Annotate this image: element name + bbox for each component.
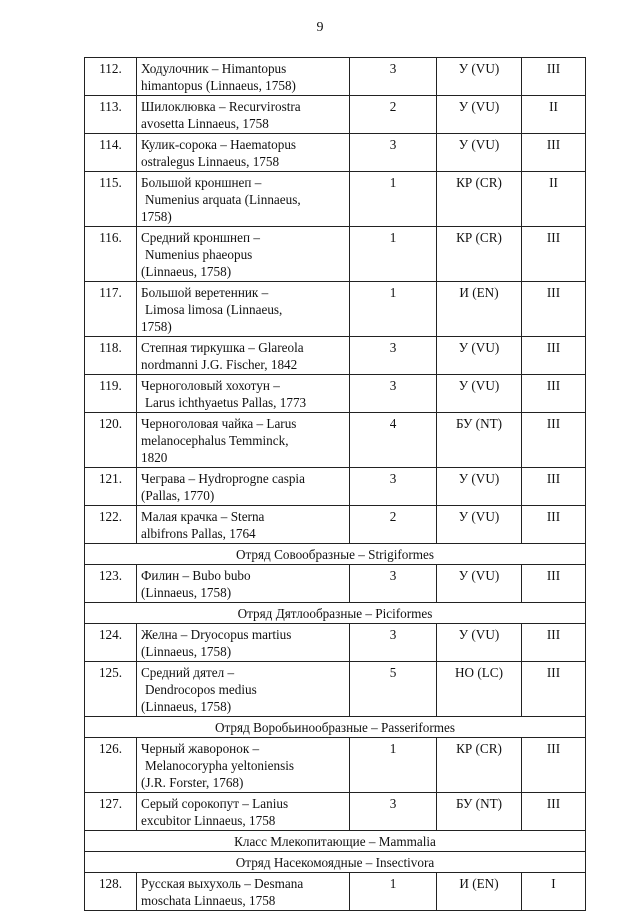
- species-row: [85, 58, 586, 96]
- species-name-line: Черноголовая чайка – Larus: [141, 416, 297, 431]
- conservation-status: У (VU): [437, 624, 522, 662]
- row-number: 119.: [85, 375, 137, 413]
- section-header: Отряд Совообразные – Strigiformes: [85, 544, 586, 565]
- species-row: [85, 413, 586, 468]
- species-name-line: Филин – Bubo bubo: [141, 568, 251, 583]
- species-name: [137, 282, 350, 337]
- species-name-line: (Linnaeus, 1758): [141, 585, 232, 600]
- species-row: [85, 624, 586, 662]
- rarity-category: 3: [350, 134, 437, 172]
- species-name-line: Желна – Dryocopus martius: [141, 627, 292, 642]
- priority-level: III: [522, 227, 586, 282]
- priority-level: III: [522, 337, 586, 375]
- priority-level: III: [522, 565, 586, 603]
- species-name-line: Малая крачка – Sterna: [141, 509, 265, 524]
- species-name-line: Larus ichthyaetus Pallas, 1773: [145, 395, 307, 410]
- priority-level: III: [522, 413, 586, 468]
- species-name-line: Dendrocopos medius: [145, 682, 257, 697]
- species-name: [137, 172, 350, 227]
- priority-level: III: [522, 282, 586, 337]
- conservation-status: У (VU): [437, 375, 522, 413]
- priority-level: III: [522, 738, 586, 793]
- section-header-row: [85, 603, 586, 624]
- section-header-row: [85, 852, 586, 873]
- row-number: 113.: [85, 96, 137, 134]
- species-name: [137, 227, 350, 282]
- conservation-status: И (EN): [437, 282, 522, 337]
- species-name: [137, 793, 350, 831]
- row-number: 112.: [85, 58, 137, 96]
- species-name-line: Чеграва – Hydroprogne caspia: [141, 471, 305, 486]
- priority-level: III: [522, 793, 586, 831]
- rarity-category: 3: [350, 375, 437, 413]
- rarity-category: 1: [350, 227, 437, 282]
- section-header-row: [85, 831, 586, 852]
- species-name-line: Ходулочник – Himantopus: [141, 61, 287, 76]
- species-table: [84, 57, 586, 911]
- rarity-category: 3: [350, 793, 437, 831]
- row-number: 121.: [85, 468, 137, 506]
- row-number: 122.: [85, 506, 137, 544]
- species-name-line: melanocephalus Temminck,: [141, 433, 289, 448]
- species-row: [85, 227, 586, 282]
- row-number: 125.: [85, 662, 137, 717]
- section-header-row: [85, 717, 586, 738]
- species-row: [85, 793, 586, 831]
- species-name: [137, 468, 350, 506]
- species-name: [137, 506, 350, 544]
- species-row: [85, 506, 586, 544]
- species-name-line: moschata Linnaeus, 1758: [141, 893, 276, 908]
- conservation-status: КР (CR): [437, 227, 522, 282]
- species-name: [137, 624, 350, 662]
- conservation-status: У (VU): [437, 134, 522, 172]
- rarity-category: 4: [350, 413, 437, 468]
- rarity-category: 2: [350, 506, 437, 544]
- priority-level: II: [522, 96, 586, 134]
- species-name-line: Степная тиркушка – Glareola: [141, 340, 304, 355]
- priority-level: III: [522, 624, 586, 662]
- species-name: [137, 58, 350, 96]
- row-number: 117.: [85, 282, 137, 337]
- rarity-category: 3: [350, 624, 437, 662]
- rarity-category: 1: [350, 738, 437, 793]
- priority-level: III: [522, 134, 586, 172]
- species-name-line: Numenius phaeopus: [145, 247, 253, 262]
- species-name-line: Средний кроншнеп –: [141, 230, 260, 245]
- row-number: 123.: [85, 565, 137, 603]
- species-name: [137, 565, 350, 603]
- species-row: [85, 337, 586, 375]
- species-name: [137, 662, 350, 717]
- species-name-line: Numenius arquata (Linnaeus,: [145, 192, 301, 207]
- row-number: 124.: [85, 624, 137, 662]
- species-name-line: 1758): [141, 209, 172, 224]
- row-number: 128.: [85, 873, 137, 911]
- conservation-status: У (VU): [437, 96, 522, 134]
- species-row: [85, 282, 586, 337]
- species-name-line: (J.R. Forster, 1768): [141, 775, 244, 790]
- species-name-line: Большой кроншнеп –: [141, 175, 262, 190]
- conservation-status: КР (CR): [437, 738, 522, 793]
- species-name-line: (Linnaeus, 1758): [141, 264, 232, 279]
- species-row: [85, 565, 586, 603]
- species-name: [137, 337, 350, 375]
- species-name: [137, 96, 350, 134]
- species-name-line: excubitor Linnaeus, 1758: [141, 813, 276, 828]
- conservation-status: БУ (NT): [437, 413, 522, 468]
- priority-level: I: [522, 873, 586, 911]
- rarity-category: 2: [350, 96, 437, 134]
- conservation-status: У (VU): [437, 58, 522, 96]
- section-header: Класс Млекопитающие – Mammalia: [85, 831, 586, 852]
- species-name: [137, 134, 350, 172]
- species-row: [85, 134, 586, 172]
- section-header-row: [85, 544, 586, 565]
- species-name-line: (Pallas, 1770): [141, 488, 215, 503]
- rarity-category: 1: [350, 873, 437, 911]
- row-number: 114.: [85, 134, 137, 172]
- species-row: [85, 96, 586, 134]
- conservation-status: У (VU): [437, 565, 522, 603]
- page-number: 9: [316, 20, 324, 35]
- species-name: [137, 738, 350, 793]
- species-row: [85, 468, 586, 506]
- species-row: [85, 662, 586, 717]
- species-name-line: ostralegus Linnaeus, 1758: [141, 154, 280, 169]
- section-header: Отряд Насекомоядные – Insectivora: [85, 852, 586, 873]
- priority-level: III: [522, 662, 586, 717]
- species-name-line: Черноголовый хохотун –: [141, 378, 280, 393]
- rarity-category: 3: [350, 58, 437, 96]
- species-name-line: Кулик-сорока – Haematopus: [141, 137, 297, 152]
- rarity-category: 1: [350, 172, 437, 227]
- rarity-category: 3: [350, 337, 437, 375]
- conservation-status: БУ (NT): [437, 793, 522, 831]
- row-number: 116.: [85, 227, 137, 282]
- section-header: Отряд Воробьинообразные – Passeriformes: [85, 717, 586, 738]
- species-name-line: Шилоклювка – Recurvirostra: [141, 99, 301, 114]
- priority-level: III: [522, 58, 586, 96]
- species-name: [137, 375, 350, 413]
- rarity-category: 5: [350, 662, 437, 717]
- rarity-category: 1: [350, 282, 437, 337]
- conservation-status: НО (LC): [437, 662, 522, 717]
- species-table-body: [85, 58, 586, 911]
- species-row: [85, 738, 586, 793]
- row-number: 126.: [85, 738, 137, 793]
- rarity-category: 3: [350, 565, 437, 603]
- conservation-status: У (VU): [437, 506, 522, 544]
- species-name-line: (Linnaeus, 1758): [141, 644, 232, 659]
- species-name: [137, 413, 350, 468]
- rarity-category: 3: [350, 468, 437, 506]
- section-header: Отряд Дятлообразные – Piciformes: [85, 603, 586, 624]
- species-name-line: albifrons Pallas, 1764: [141, 526, 256, 541]
- species-name-line: himantopus (Linnaeus, 1758): [141, 78, 296, 93]
- species-name-line: 1820: [141, 450, 168, 465]
- species-name-line: avosetta Linnaeus, 1758: [141, 116, 269, 131]
- conservation-status: У (VU): [437, 337, 522, 375]
- species-name-line: Серый сорокопут – Lanius: [141, 796, 289, 811]
- species-row: [85, 375, 586, 413]
- species-row: [85, 172, 586, 227]
- row-number: 120.: [85, 413, 137, 468]
- species-name-line: (Linnaeus, 1758): [141, 699, 232, 714]
- species-name-line: nordmanni J.G. Fischer, 1842: [141, 357, 298, 372]
- conservation-status: КР (CR): [437, 172, 522, 227]
- species-name-line: Melanocorypha yeltoniensis: [145, 758, 295, 773]
- species-name-line: Средний дятел –: [141, 665, 235, 680]
- conservation-status: У (VU): [437, 468, 522, 506]
- row-number: 115.: [85, 172, 137, 227]
- species-name-line: Limosa limosa (Linnaeus,: [145, 302, 283, 317]
- conservation-status: И (EN): [437, 873, 522, 911]
- priority-level: II: [522, 172, 586, 227]
- species-name-line: Черный жаворонок –: [141, 741, 260, 756]
- row-number: 118.: [85, 337, 137, 375]
- row-number: 127.: [85, 793, 137, 831]
- species-name-line: Русская выхухоль – Desmana: [141, 876, 304, 891]
- species-name-line: Большой веретенник –: [141, 285, 269, 300]
- priority-level: III: [522, 375, 586, 413]
- priority-level: III: [522, 506, 586, 544]
- priority-level: III: [522, 468, 586, 506]
- species-name-line: 1758): [141, 319, 172, 334]
